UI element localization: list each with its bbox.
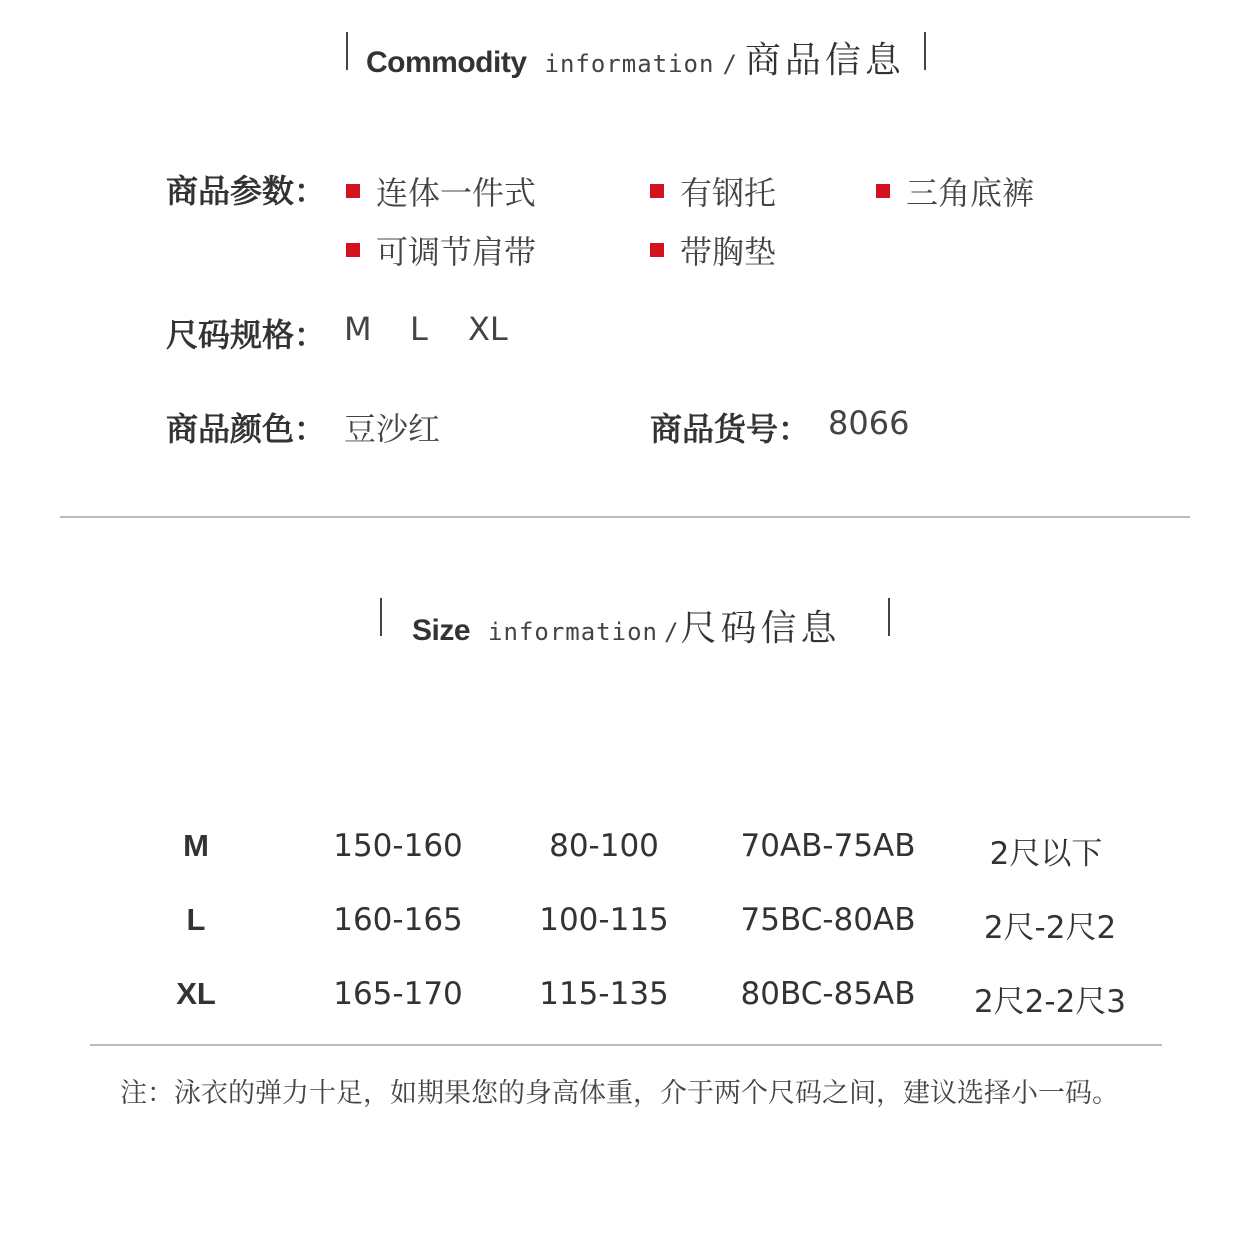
feature-item: [650, 227, 776, 273]
size-header-right-bar: [888, 598, 890, 636]
header-right-bar: [924, 32, 926, 70]
header-left-bar: [346, 32, 348, 70]
table-cell: XL: [176, 976, 216, 1011]
red-square-bullet: [876, 184, 890, 198]
item-no-label: 商品货号：: [650, 410, 811, 448]
table-cell: 160-165: [333, 902, 463, 938]
size-title-slash: /: [663, 618, 679, 646]
color-label: 商品颜色：: [166, 410, 327, 448]
feature-item: [346, 227, 536, 273]
size-header-left-bar: [380, 598, 382, 636]
size-title-en-light: information: [488, 618, 658, 646]
red-square-bullet: [346, 184, 360, 198]
red-square-bullet: [346, 243, 360, 257]
feature-text: 连体一件式: [376, 174, 537, 212]
table-cell: 75BC-80AB: [740, 902, 916, 938]
item-no-value: 8066: [828, 404, 910, 442]
params-label: 商品参数：: [166, 172, 327, 210]
commodity-title-en-light: information: [544, 50, 715, 78]
red-square-bullet: [650, 184, 664, 198]
feature-item: [346, 168, 536, 214]
feature-text: 有钢托: [680, 174, 777, 212]
size-title-cn: 尺码信息: [680, 608, 841, 649]
size-option: L: [410, 310, 428, 348]
feature-text: 三角底裤: [906, 174, 1035, 212]
feature-item: [876, 168, 1034, 214]
section-divider: [60, 516, 1190, 518]
size-title-en-bold: Size: [412, 614, 471, 647]
feature-text: 可调节肩带: [376, 233, 537, 271]
table-cell: 2尺-2尺2: [983, 910, 1117, 946]
feature-item: [650, 168, 776, 214]
table-cell: 150-160: [333, 828, 463, 864]
table-cell: 100-115: [539, 902, 669, 938]
table-cell: 2尺以下: [989, 836, 1103, 872]
size-info-title: [412, 600, 840, 651]
commodity-title-en-bold: Commodity: [366, 46, 527, 79]
table-cell: 80BC-85AB: [740, 976, 916, 1012]
size-option: XL: [468, 310, 508, 348]
table-cell: L: [186, 902, 206, 937]
size-note: 注：泳衣的弹力十足，如期果您的身高体重，介于两个尺码之间，建议选择小一码。: [120, 1078, 1119, 1109]
table-cell: M: [183, 828, 209, 863]
size-option: M: [344, 310, 372, 348]
red-square-bullet: [650, 243, 664, 257]
color-value: 豆沙红: [344, 410, 441, 448]
commodity-title-cn: 商品信息: [744, 40, 905, 81]
table-cell: 70AB-75AB: [740, 828, 916, 864]
sizes-label: 尺码规格：: [166, 316, 327, 354]
table-divider: [90, 1044, 1162, 1046]
feature-text: 带胸垫: [680, 233, 777, 271]
table-cell: 115-135: [539, 976, 669, 1012]
commodity-info-title: [366, 32, 905, 83]
table-cell: 2尺2-2尺3: [973, 984, 1127, 1020]
table-cell: 165-170: [333, 976, 463, 1012]
table-cell: 80-100: [549, 828, 659, 864]
commodity-title-slash: /: [722, 50, 737, 78]
